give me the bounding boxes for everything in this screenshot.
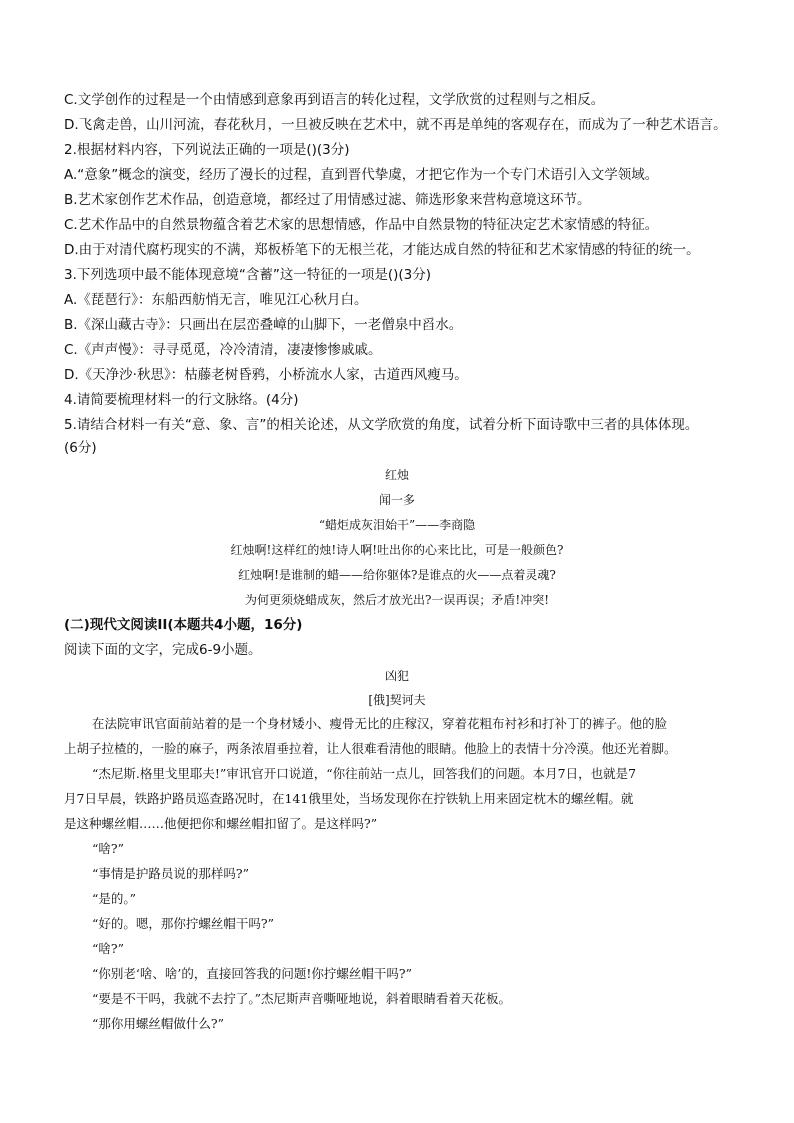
story-title: 凶犯 xyxy=(384,669,409,683)
option-d-text: D.飞禽走兽，山川河流，春花秋月，一旦被反映在艺术中，就不再是单纯的客观存在，而成为了一种艺术语言。 xyxy=(64,117,727,133)
dialogue-line: “好的。嗯，那你拧螺丝帽干吗?” xyxy=(92,916,274,931)
question-3-option-b: B.《深山藏古寺》：只画出在层峦叠嶂的山脚下，一老僧泉中舀水。 xyxy=(64,317,463,333)
section-instruction: 阅读下面的文字，完成6-9小题。 xyxy=(64,642,262,658)
question-2-option-c: C.艺术作品中的自然景物蕴含着艺术家的思想情感，作品中自然景物的特征决定艺术家情感的特征。 xyxy=(64,217,659,233)
question-3-stem: 3.下列选项中最不能体现意境“含蓄”这一特征的一项是()(3分) xyxy=(64,267,432,283)
poem-line: 为何更须烧蜡成灰，然后才放光出?一误再误；矛盾!冲突! xyxy=(244,593,550,607)
story-text-line: “杰尼斯.格里戈里耶夫!”审讯官开口说道，“你往前站一点儿，回答我们的问题。本月7日，也就是7 xyxy=(92,766,637,781)
question-4: 4.请简要梳理材料一的行文脉络。(4分) xyxy=(64,392,299,408)
question-2-option-d: D.由于对清代腐朽现实的不满，郑板桥笔下的无根兰花，才能达成自然的特征和艺术家情感的特征的统一。 xyxy=(64,242,700,258)
story-author: [俄]契诃夫 xyxy=(368,693,426,707)
question-2-option-b: B.艺术家创作艺术作品，创造意境，都经过了用情感过滤、筛选形象来营构意境这环节。 xyxy=(64,192,591,208)
dialogue-line: “事情是护路员说的那样吗?” xyxy=(92,866,249,881)
story-text-line: 在法院审讯官面前站着的是一个身材矮小、瘦骨无比的庄稼汉，穿着花粗布衬衫和打补丁的裤子。他的脸 xyxy=(92,716,668,731)
story-text-line: 月7日早晨，铁路护路员巡查路况时，在141俄里处，当场发现你在拧铁轨上用来固定枕木的螺丝帽。就 xyxy=(64,791,634,806)
story-text-line: 是这种螺丝帽……他便把你和螺丝帽扣留了。是这样吗?” xyxy=(64,816,378,831)
question-3-option-a: A.《琵琶行》：东船西舫悄无言，唯见江心秋月白。 xyxy=(64,292,368,308)
poem-title: 红烛 xyxy=(384,468,409,482)
option-c-text: C.文学创作的过程是一个由情感到意象再到语言的转化过程，文学欣赏的过程则与之相反。 xyxy=(64,92,605,108)
dialogue-line: “啥?” xyxy=(92,941,124,956)
dialogue-line: “那你用螺丝帽做什么?” xyxy=(92,1016,224,1031)
poem-line: 红烛啊!是谁制的蜡——给你躯体?是谁点的火——点着灵魂? xyxy=(238,568,556,582)
question-3-option-c: C.《声声慢》：寻寻觅觅，冷冷清清，凄凄惨惨戚戚。 xyxy=(64,342,382,358)
poem-line: 红烛啊!这样红的烛!诗人啊!吐出你的心来比比，可是一般颜色? xyxy=(230,543,564,557)
poem-author: 闻一多 xyxy=(378,493,415,507)
story-text-line: 上胡子拉楂的，一脸的麻子，两条浓眉垂拉着，让人很难看清他的眼睛。他脸上的表情十分冷漠。他还光着脚。 xyxy=(64,741,677,756)
dialogue-line: “是的。” xyxy=(92,891,137,906)
question-3-option-d: D.《天净沙·秋思》：枯藤老树昏鸦，小桥流水人家，古道西风瘦马。 xyxy=(64,367,468,383)
dialogue-line: “你别老‘啥、啥’的，直接回答我的问题!你拧螺丝帽干吗?” xyxy=(92,966,412,981)
question-5-line2: (6分) xyxy=(64,440,97,456)
poem-epigraph: “蜡炬成灰泪始干”——李商隐 xyxy=(318,518,476,532)
question-2-stem: 2.根据材料内容，下列说法正确的一项是()(3分) xyxy=(64,142,350,158)
dialogue-line: “要是不干吗，我就不去拧了。”杰尼斯声音嘶哑地说，斜着眼睛看着天花板。 xyxy=(92,991,512,1006)
section-heading: (二)现代文阅读II(本题共4小题，16分) xyxy=(64,617,303,633)
dialogue-line: “啥?” xyxy=(92,841,124,856)
question-5-line1: 5.请结合材料一有关“意、象、言”的相关论述，从文学欣赏的角度，试着分析下面诗歌中三者的具体体现。 xyxy=(64,417,699,433)
question-2-option-a: A.“意象”概念的演变，经历了漫长的过程，直到晋代挚虞，才把它作为一个专门术语引入文学领域。 xyxy=(64,167,659,183)
